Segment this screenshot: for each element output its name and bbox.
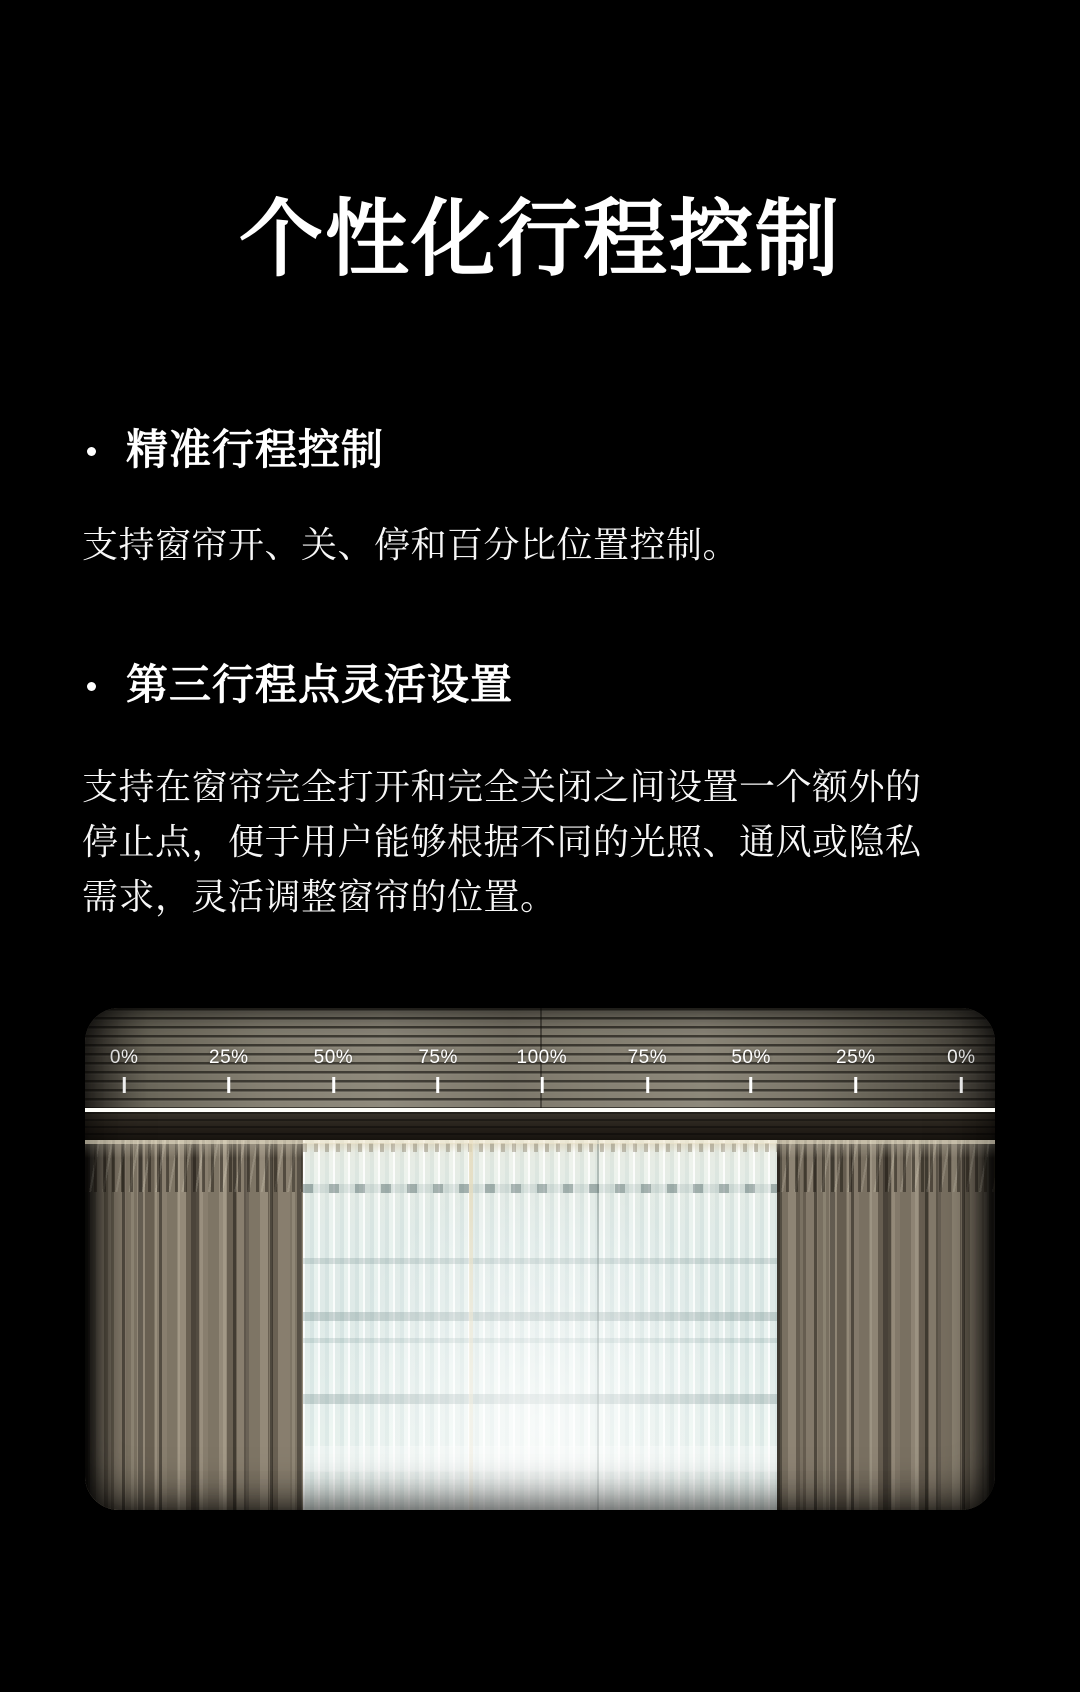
section-heading: 第三行程点灵活设置 xyxy=(126,661,514,709)
bullet-dot-icon xyxy=(87,682,96,691)
curtain-photo xyxy=(85,1008,995,1510)
scale-cell xyxy=(110,1048,138,1093)
curtain-track-line xyxy=(85,1108,995,1112)
scale-cell xyxy=(947,1048,975,1093)
page-title: 个性化行程控制 xyxy=(238,192,841,286)
valance-recess xyxy=(85,1112,995,1140)
scale-label: 75% xyxy=(418,1046,458,1068)
scale-label: 75% xyxy=(627,1046,668,1068)
curtain-pleats xyxy=(777,1140,995,1192)
scale-cell xyxy=(209,1048,249,1093)
window-glow xyxy=(303,1140,777,1510)
content-area xyxy=(0,427,1080,923)
scale-cell xyxy=(731,1048,771,1093)
scale-tick xyxy=(960,1077,963,1093)
scale-tick xyxy=(854,1077,857,1093)
curtain-pleats xyxy=(85,1140,303,1192)
section-precise-control xyxy=(82,427,998,473)
scale-label: 25% xyxy=(836,1046,876,1068)
scale-label: 0% xyxy=(109,1046,139,1068)
bullet-dot-icon xyxy=(87,447,96,456)
scale-tick xyxy=(437,1077,440,1093)
scale-cell xyxy=(418,1048,458,1093)
curtain-valance xyxy=(85,1008,995,1140)
section-third-stop-point xyxy=(82,662,998,708)
section-body: 支持在窗帘完全打开和完全关闭之间设置一个额外的停止点，便于用户能够根据不同的光照、通风或隐私需求，灵活调整窗帘的位置。 xyxy=(82,765,922,917)
scale-tick xyxy=(540,1077,543,1093)
scale-tick xyxy=(227,1077,230,1093)
sheer-curtain xyxy=(303,1140,777,1510)
curtain-left-panel xyxy=(85,1140,303,1510)
section-body: 支持窗帘开、关、停和百分比位置控制。 xyxy=(82,524,740,566)
scale-cell xyxy=(628,1048,668,1093)
scale-label: 50% xyxy=(731,1046,771,1068)
scale-tick xyxy=(123,1077,126,1093)
scale-tick xyxy=(750,1077,753,1093)
scale-label: 50% xyxy=(313,1046,354,1068)
light-gap-highlight xyxy=(85,1140,995,1144)
scale-tick xyxy=(646,1077,649,1093)
scale-tick xyxy=(332,1077,335,1093)
scale-cell xyxy=(517,1048,568,1093)
scale-cell xyxy=(314,1048,354,1093)
scale-label: 25% xyxy=(209,1046,249,1068)
scale-label: 0% xyxy=(947,1046,976,1068)
curtain-row xyxy=(85,1140,995,1510)
curtain-right-panel xyxy=(777,1140,995,1510)
section-heading: 精准行程控制 xyxy=(126,426,385,474)
scale-cell xyxy=(836,1048,876,1093)
scale-label: 100% xyxy=(516,1046,568,1068)
